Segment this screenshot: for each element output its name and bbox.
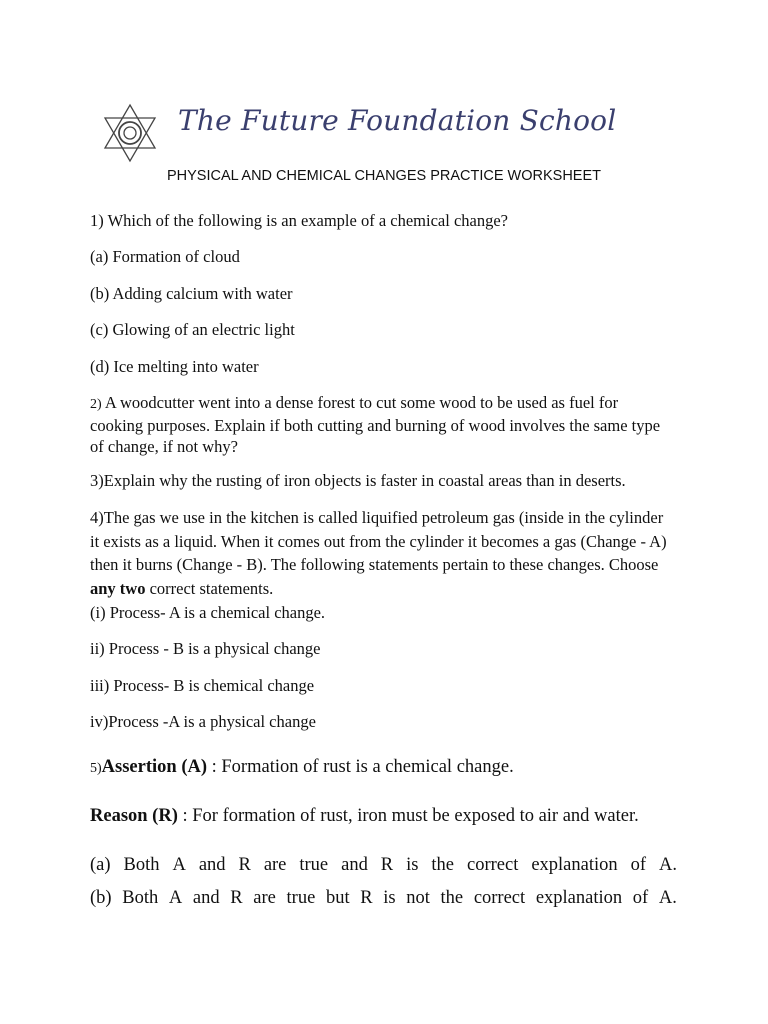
word: but	[325, 888, 350, 908]
q5-option-a	[90, 855, 677, 876]
word: A.	[659, 855, 677, 875]
q1-option-b: (b) Adding calcium with water	[90, 284, 293, 303]
question-5-number: 5)	[90, 761, 102, 776]
question-5-assertion	[90, 757, 514, 779]
q4-statement-ii: ii) Process - B is a physical change	[90, 639, 321, 658]
word: explanation	[535, 888, 623, 908]
question-4-emphasis: any two	[90, 578, 146, 598]
word: explanation	[531, 855, 618, 875]
question-1: 1) Which of the following is an example of a chemical change?	[90, 211, 508, 230]
school-name: The Future Foundation School	[178, 104, 617, 137]
worksheet-title: PHYSICAL AND CHEMICAL CHANGES PRACTICE WORKSHEET	[166, 168, 601, 184]
q4-statement-iii: iii) Process- B is chemical change	[90, 676, 315, 695]
word: and	[341, 855, 368, 875]
word: correct	[473, 888, 526, 908]
word: is	[406, 855, 419, 875]
question-2-text: A woodcutter went into a dense forest to cut some wood to be used as fuel for cooking purposes. Explain if both cutting and burning of wood involves the same type of change, if not why?	[90, 393, 661, 456]
word: (a)	[90, 855, 111, 875]
word: A	[172, 855, 186, 875]
school-logo-star-icon	[100, 103, 160, 163]
q5-option-b	[90, 888, 677, 909]
word: A	[168, 888, 183, 908]
q1-option-d: (d) Ice melting into water	[90, 357, 259, 376]
q4-statement-i: (i) Process- A is a chemical change.	[90, 603, 326, 622]
word: A.	[658, 888, 677, 908]
q1-option-c: (c) Glowing of an electric light	[90, 320, 295, 339]
word: are	[263, 855, 287, 875]
reason-text: : For formation of rust, iron must be exposed to air and water.	[177, 806, 639, 826]
question-2	[90, 392, 675, 457]
assertion-text: : Formation of rust is a chemical change.	[207, 757, 514, 777]
word: R	[360, 888, 373, 908]
question-4-text: 4)The gas we use in the kitchen is called liquified petroleum gas (inside in the cylinder it exists as a liquid. When it comes out from the cylinder it becomes a gas (Change - A) then it burns (Change - B). The following statements pertain to these changes. Choose	[90, 508, 667, 574]
assertion-label: Assertion (A)	[101, 757, 207, 777]
word: Both	[123, 855, 160, 875]
word: not	[406, 888, 430, 908]
question-2-number: 2)	[90, 397, 102, 412]
word: Both	[122, 888, 159, 908]
question-5-reason	[90, 806, 639, 827]
word: (b)	[90, 888, 112, 908]
word: are	[253, 888, 276, 908]
word: true	[299, 855, 329, 875]
question-3: 3)Explain why the rusting of iron objects is faster in coastal areas than in deserts.	[90, 471, 626, 490]
reason-label: Reason (R)	[90, 806, 178, 826]
word: of	[630, 855, 647, 875]
word: true	[286, 888, 316, 908]
word: is	[383, 888, 396, 908]
word: of	[632, 888, 649, 908]
word: the	[440, 888, 464, 908]
q4-statement-iv: iv)Process -A is a physical change	[90, 712, 316, 731]
word: R	[230, 888, 243, 908]
q1-option-a: (a) Formation of cloud	[90, 247, 240, 266]
word: R	[238, 855, 251, 875]
word: correct	[467, 855, 519, 875]
question-4-text-end: correct statements.	[145, 578, 274, 598]
word: R	[380, 855, 394, 875]
word: and	[198, 855, 226, 875]
question-4	[90, 506, 675, 600]
word: the	[431, 855, 455, 875]
word: and	[192, 888, 220, 908]
